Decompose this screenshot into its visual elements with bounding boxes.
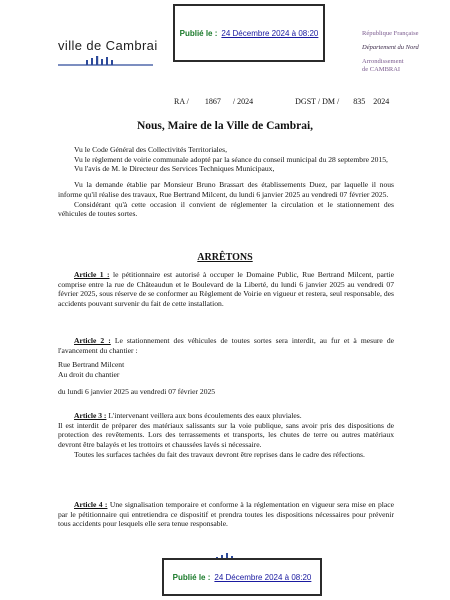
- arrondissement-label-1: Arrondissement: [362, 58, 404, 66]
- article-3-paragraph-2: Il est interdit de préparer des matériaux salissants sur la voie publique, sans avoir pris des dispositions de protection des revêtements. Lors des terrassements et transports, les chutes de terre ou autres matériaux devront être balayés et les trottoirs et chaussées lavés si nécessaire.: [58, 420, 394, 450]
- ra-year: / 2024: [232, 97, 254, 106]
- publication-stamp-top: [173, 4, 325, 62]
- vu-demande: Vu la demande établie par Monsieur Bruno Brassart des établissements Duez, par laquelle il nous informe qu'il réalise des travaux, Rue Bertrand Milcent, du lundi 6 janvier 2025 au vendredi 07 février 2025.: [58, 180, 394, 199]
- considerant: Considérant qu'à cette occasion il convient de réglementer la circulation et le stationnement des véhicules de toutes sortes.: [58, 199, 394, 219]
- article-2-location-2: Au droit du chantier: [58, 370, 120, 380]
- article-1-label: Article 1 :: [74, 270, 110, 279]
- preamble: [58, 145, 394, 219]
- article-3: [58, 411, 394, 460]
- skyline-icon: [58, 55, 153, 67]
- reference-line: [174, 97, 414, 106]
- dgst-label: DGST / DM /: [295, 97, 340, 106]
- dgst-year: 2024: [373, 97, 390, 106]
- stamp-date-bottom: 24 Décembre 2024 à 08:20: [214, 572, 312, 582]
- department-label: Département du Nord: [362, 44, 419, 52]
- article-3-text: L'intervenant veillera aux bons écoulements des eaux pluviales.: [108, 411, 302, 420]
- article-3-label: Article 3 :: [74, 411, 107, 420]
- article-2-location-1: Rue Bertrand Milcent: [58, 360, 125, 370]
- ra-number: 1867: [204, 97, 221, 106]
- article-1-text: le pétitionnaire est autorisé à occuper le Domaine Public, Rue Bertrand Milcent, partie comprise entre la rue de Châteaudun et le Boulevard de la Liberté, du lundi 6 janvier 2025 au vendredi 07 février 2025, sous réserve de se conformer au Règlement de Voirie en vigueur et restera, seul responsable, des accidents pouvant survenir du fait de cette installation.: [58, 270, 395, 309]
- prefecture-info: [362, 30, 447, 75]
- article-3-paragraph-3: Toutes les surfaces tachées du fait des travaux devront être reprises dans le cadre des réfections.: [74, 449, 365, 459]
- arretons-heading: ARRÊTONS: [197, 252, 253, 263]
- article-2-text: Le stationnement des véhicules de toutes sortes sera interdit, au fur et à mesure de l'avancement du chantier :: [58, 336, 394, 355]
- article-2: [58, 336, 394, 397]
- vu-avis: Vu l'avis de M. le Directeur des Services Techniques Municipaux,: [74, 164, 275, 174]
- article-2-dates: du lundi 6 janvier 2025 au vendredi 07 février 2025: [58, 386, 216, 396]
- ra-label: RA /: [174, 97, 189, 106]
- vu-cgct: Vu le Code Général des Collectivités Territoriales,: [74, 145, 228, 154]
- stamp-label: Publié le :: [179, 28, 218, 38]
- stamp-date: 24 Décembre 2024 à 08:20: [221, 28, 319, 38]
- article-1: [58, 270, 394, 309]
- article-4-text: Une signalisation temporaire et conforme à la réglementation en vigueur sera mise en place par le pétitionnaire qui entretiendra ce dispositif et prendra toutes les dispositions nécessaires pour prévenir tous accidents pour lesquels elle sera tenue responsable.: [58, 500, 395, 529]
- dgst-number: 835: [353, 97, 366, 106]
- article-4-label: Article 4 :: [74, 500, 108, 509]
- logo-text: ville de Cambrai: [58, 38, 158, 53]
- arrondissement-label-2: de CAMBRAI: [362, 66, 401, 74]
- republic-label: République Française: [362, 30, 419, 37]
- vu-reglement: Vu le règlement de voirie communale adopté par la séance du conseil municipal du 28 septembre 2015,: [74, 154, 388, 164]
- publication-stamp-bottom: [162, 558, 322, 596]
- article-2-label: Article 2 :: [74, 336, 111, 345]
- city-logo: [58, 38, 158, 74]
- article-4: [58, 500, 394, 529]
- document-title: Nous, Maire de la Ville de Cambrai,: [136, 120, 314, 132]
- stamp-label-bottom: Publié le :: [172, 572, 211, 582]
